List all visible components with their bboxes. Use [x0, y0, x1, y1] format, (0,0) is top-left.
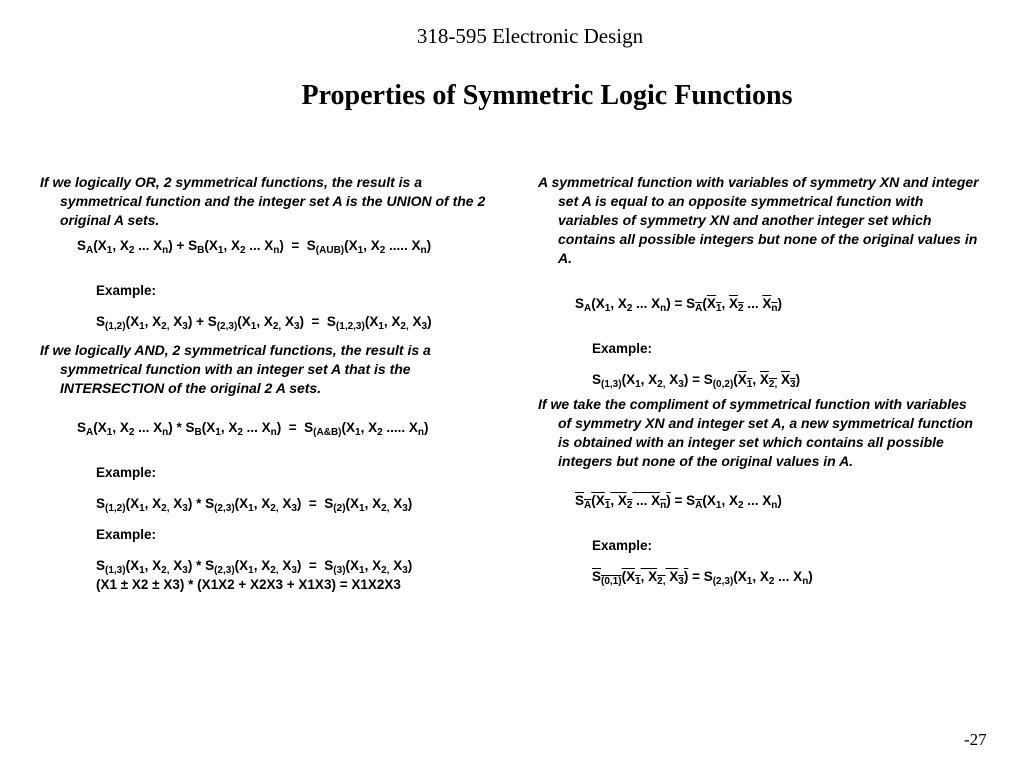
and-example-1: $S_{(1,2)}(X_1$, $X_{2,}$ $X_3) * S_{(2,3)}(X_1$, $X_{2,}$ $X_3) = S_{(2)}(X_1$, $X_{2,}$ $X_3$) [96, 496, 413, 514]
and-paragraph: If we logically AND, 2 symmetrical functions, the result is a symmetrical function with an integer set A that is the INTERSECTION of the original 2 A sets. [40, 342, 431, 396]
example-label: Example: [592, 538, 653, 553]
opposite-paragraph: A symmetrical function with variables of symmetry XN and integer set A is equal to an opposite symmetrical function with variables of symmetry XN and another integer set which contains all possible integers but none of the original values in A. [538, 174, 979, 266]
slide-title: Properties of Symmetric Logic Functions [301, 80, 793, 111]
or-example: $S_{(1,2)}(X_1$, $X_{2,}$ $X_3) + S_{(2,3)}(X_1$, $X_{2,}$ $X_3) = S_{(1,2,3)}(X_1$, $X_{2,}$ $X_3$) [96, 314, 432, 332]
compliment-example: $S_{(0,1)}(X_1$, $X_{2,}$ $X_3) = S_{(2,3)}(X_1$, $X_2$ ... $X_n$) [592, 569, 813, 587]
opposite-example: $S_{(1,3)}(X_1$, $X_{2,}$ $X_3) = S_{(0,2)}(X_1$, $X_{2,}$ $X_3$) [592, 372, 801, 390]
page-number: -27 [964, 730, 987, 749]
example-label: Example: [96, 465, 157, 480]
compliment-equation: $S_A(X_1$, $X_2$ ... $X_n) = S_{\overline{A}}(X_1$, $X_2$ ... $X_n$) [575, 493, 782, 511]
compliment-paragraph: If we take the compliment of symmetrical function with variables of symmetry XN and integer set A, a new symmetrical function is obtained with an integer set which contains all possible integers but none of the original values in A. [538, 396, 973, 469]
and-example-2-expansion: (X1 ± X2 ± X3) * (X1X2 + X2X3 + X1X3) = X1X2X3 [96, 577, 401, 592]
example-label: Example: [96, 527, 157, 542]
and-equation: $S_A(X_1$, $X_2$ ... $X_n) * S_B(X_1$, $X_2$ ... $X_n) = S_{(A\&B)}(X_1$, $X_2$ ..... $X_n$) [77, 420, 429, 438]
and-example-2: $S_{(1,3)}(X_1$, $X_{2,}$ $X_3) * S_{(2,3)}(X_1$, $X_{2,}$ $X_3) = S_{(3)}(X_1$, $X_{2,}$ $X_3$) [96, 558, 413, 576]
left-column [40, 173, 502, 594]
example-label: Example: [592, 341, 653, 356]
opposite-equation: $S_A(X_1$, $X_2$ ... $X_n) = S_{\overline{A}}(X_1$, $X_2$ ... $X_n$) [575, 296, 782, 314]
right-column [538, 173, 983, 586]
or-paragraph: If we logically OR, 2 symmetrical functions, the result is a symmetrical function and the integer set A is the UNION of the 2 original A sets. [40, 174, 486, 228]
or-equation: $S_A(X_1$, $X_2$ ... $X_n) + S_B(X_1$, $X_2$ ... $X_n) = S_{(AUB)}(X_1$, $X_2$ ..... $X_n$) [77, 238, 432, 256]
course-title: 318-595 Electronic Design [416, 24, 644, 48]
example-label: Example: [96, 283, 157, 298]
